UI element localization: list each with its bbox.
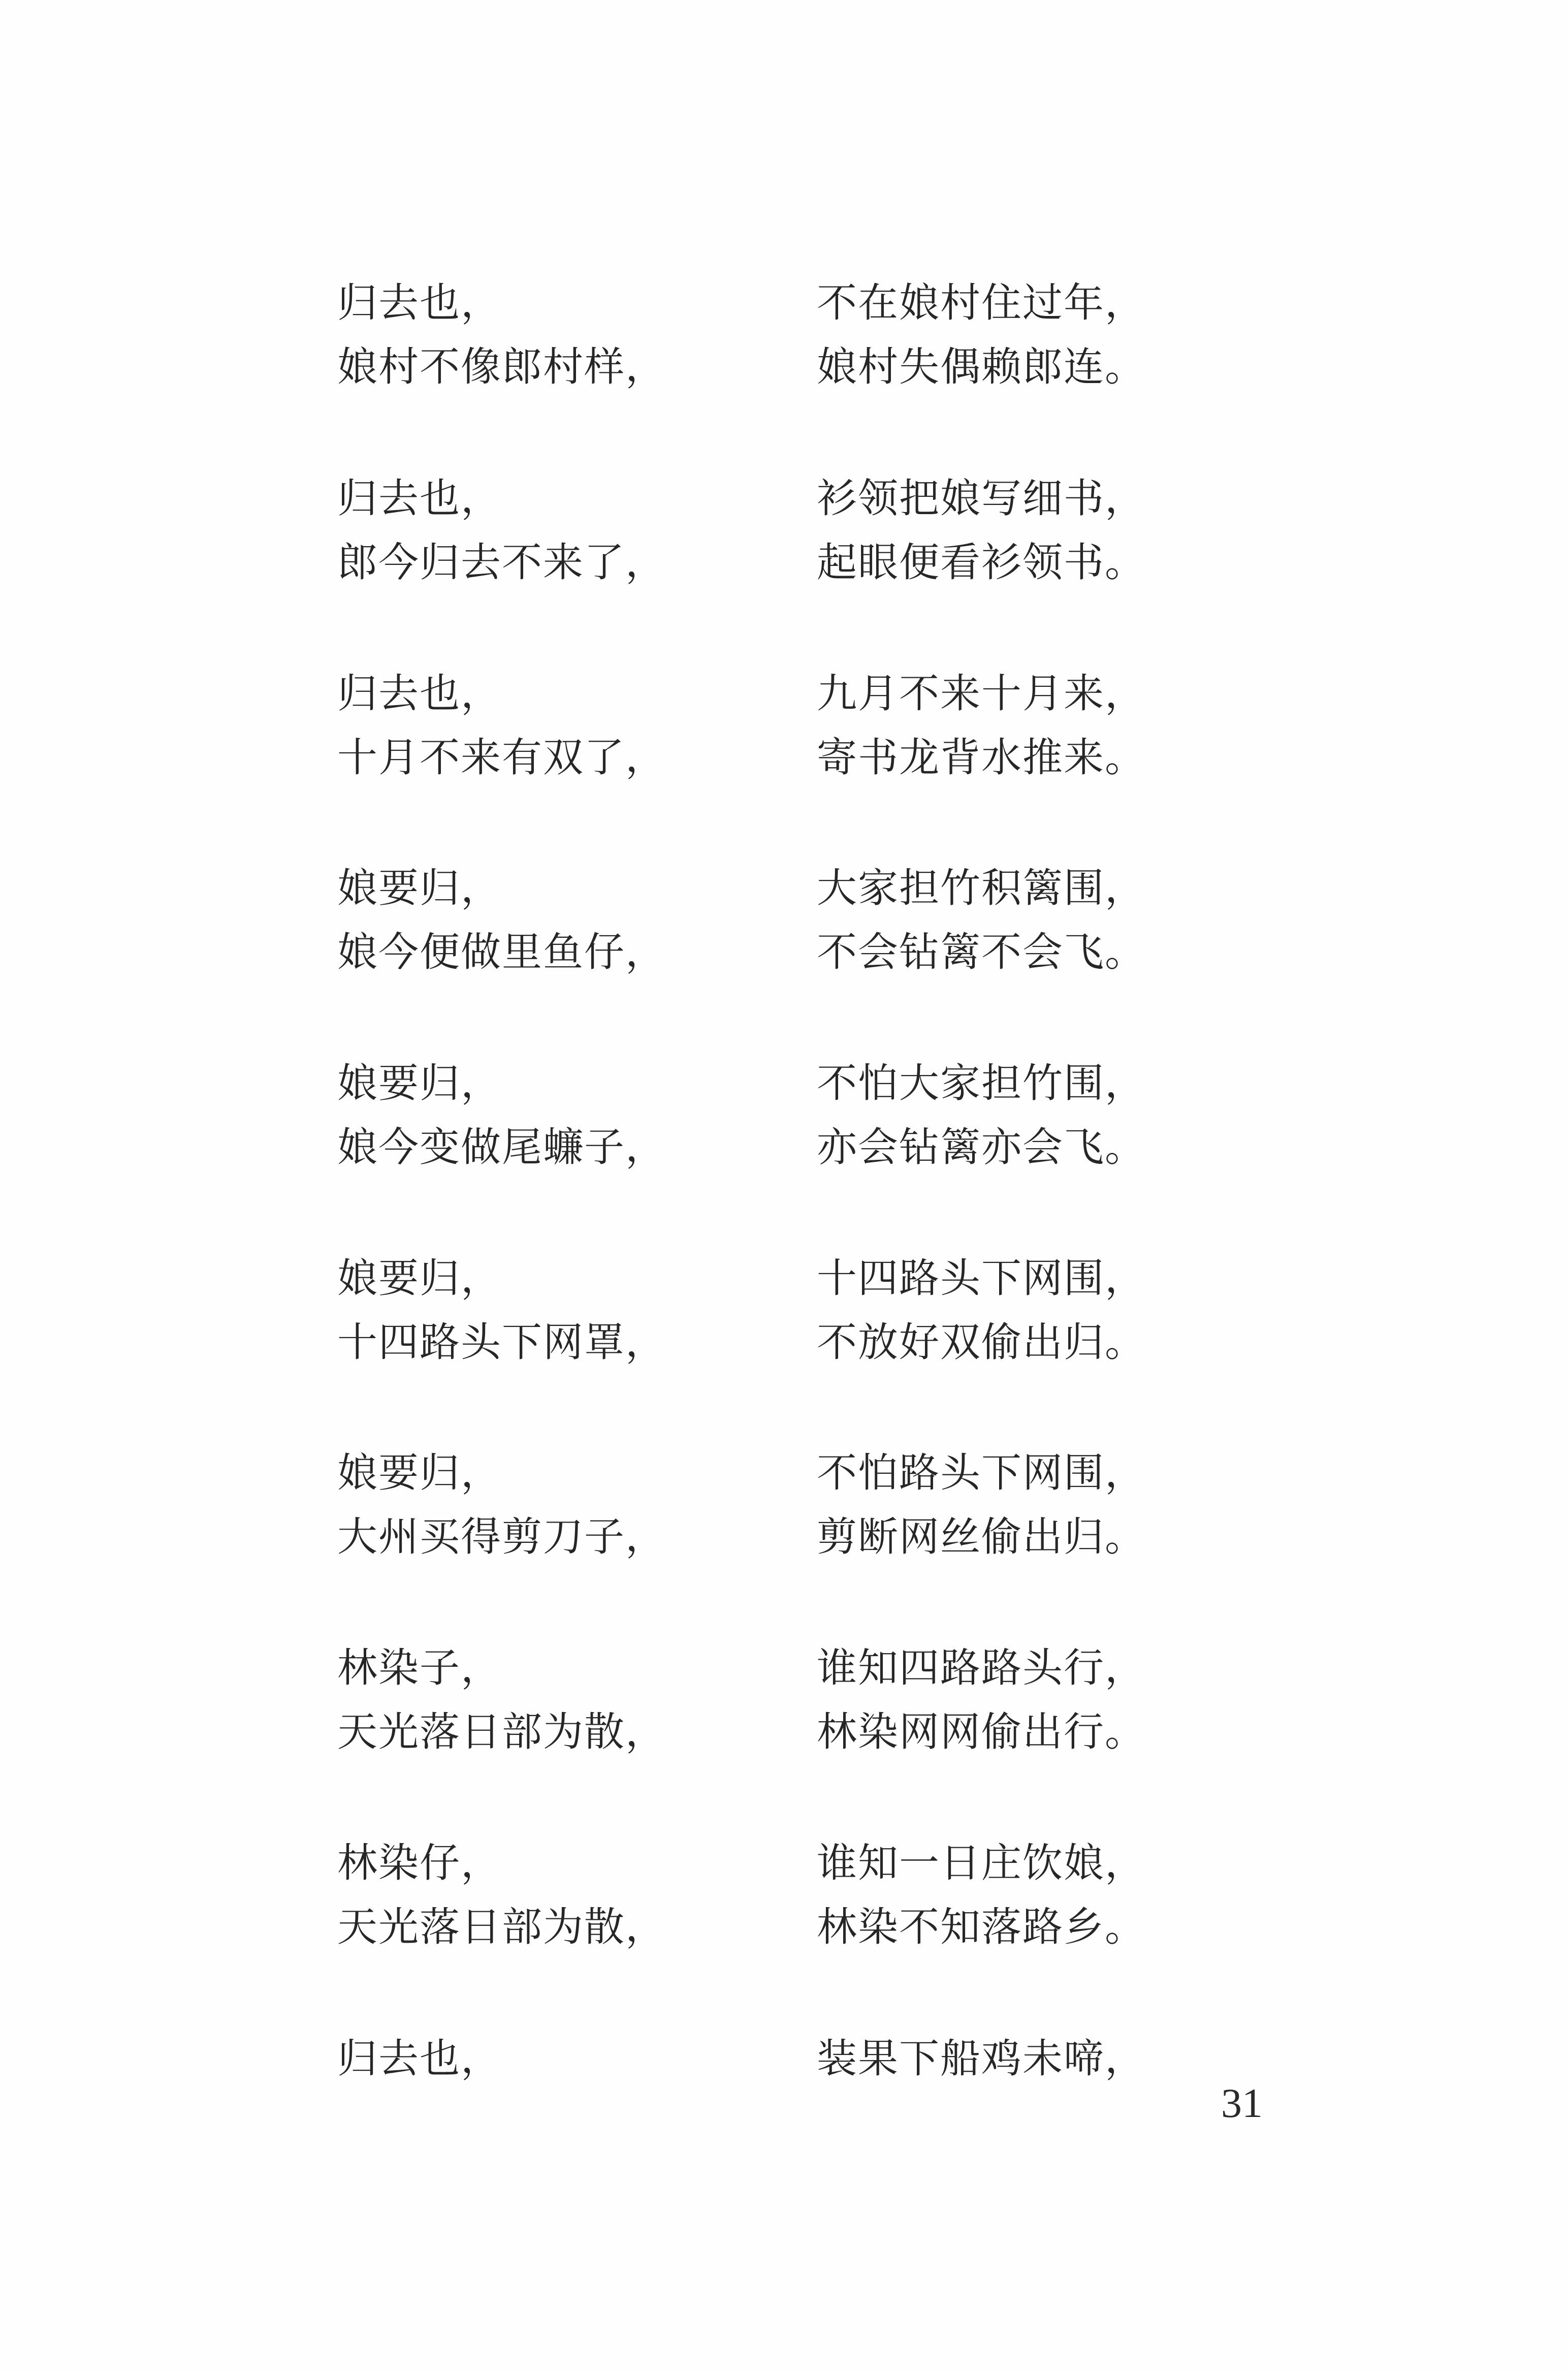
left-line: 林染仔， <box>337 1840 502 1886</box>
right-line: 不放好双偷出归。 <box>817 1319 1146 1366</box>
right-line: 寄书龙背水推来。 <box>817 734 1146 781</box>
right-line: 谁知一日庄饮娘， <box>817 1840 1146 1886</box>
right-line: 装果下船鸡未啼， <box>817 2035 1146 2082</box>
left-line: 大州买得剪刀子， <box>337 1513 666 1560</box>
right-line: 九月不来十月来， <box>817 670 1146 717</box>
right-line: 不在娘村住过年， <box>817 279 1146 326</box>
right-line: 不会钻篱不会飞。 <box>817 929 1146 975</box>
right-line: 不怕路头下网围， <box>817 1449 1146 1496</box>
right-line: 亦会钻篱亦会飞。 <box>817 1124 1146 1171</box>
right-line: 林染不知落路乡。 <box>817 1904 1146 1950</box>
left-line: 娘要归， <box>337 1255 502 1302</box>
stanza <box>0 470 1568 603</box>
right-line: 起眼便看衫领书。 <box>817 539 1146 586</box>
left-line: 娘要归， <box>337 1060 502 1106</box>
stanza <box>0 1250 1568 1382</box>
right-line: 娘村失偶赖郎连。 <box>817 343 1146 390</box>
stanza <box>0 1445 1568 1577</box>
stanza <box>0 1055 1568 1187</box>
right-line: 林染网网偷出行。 <box>817 1709 1146 1755</box>
right-line: 谁知四路路头行， <box>817 1644 1146 1691</box>
page-number: 31 <box>1221 2080 1263 2126</box>
stanza <box>0 666 1568 798</box>
left-line: 归去也， <box>337 670 502 717</box>
stanza <box>0 1835 1568 1967</box>
stanza <box>0 2031 1568 2163</box>
left-line: 林染子， <box>337 1644 502 1691</box>
right-line: 不怕大家担竹围， <box>817 1060 1146 1106</box>
left-line: 郎今归去不来了， <box>337 539 666 586</box>
left-line: 归去也， <box>337 475 502 522</box>
left-line: 娘要归， <box>337 1449 502 1496</box>
left-line: 归去也， <box>337 279 502 326</box>
left-line: 娘今便做里鱼仔， <box>337 929 666 975</box>
right-line: 大家担竹积篱围， <box>817 865 1146 911</box>
right-line: 衫领把娘写细书， <box>817 475 1146 522</box>
left-line: 十四路头下网罩， <box>337 1319 666 1366</box>
left-line: 天光落日部为散， <box>337 1709 666 1755</box>
left-line: 十月不来有双了， <box>337 734 666 781</box>
right-line: 剪断网丝偷出归。 <box>817 1513 1146 1560</box>
stanza <box>0 275 1568 407</box>
left-line: 娘要归， <box>337 865 502 911</box>
left-line: 归去也， <box>337 2035 502 2082</box>
stanza <box>0 860 1568 992</box>
left-line: 娘今变做尾蠊子， <box>337 1124 666 1171</box>
right-line: 十四路头下网围， <box>817 1255 1146 1302</box>
stanza <box>0 1640 1568 1772</box>
left-line: 天光落日部为散， <box>337 1904 666 1950</box>
left-line: 娘村不像郎村样， <box>337 343 666 390</box>
